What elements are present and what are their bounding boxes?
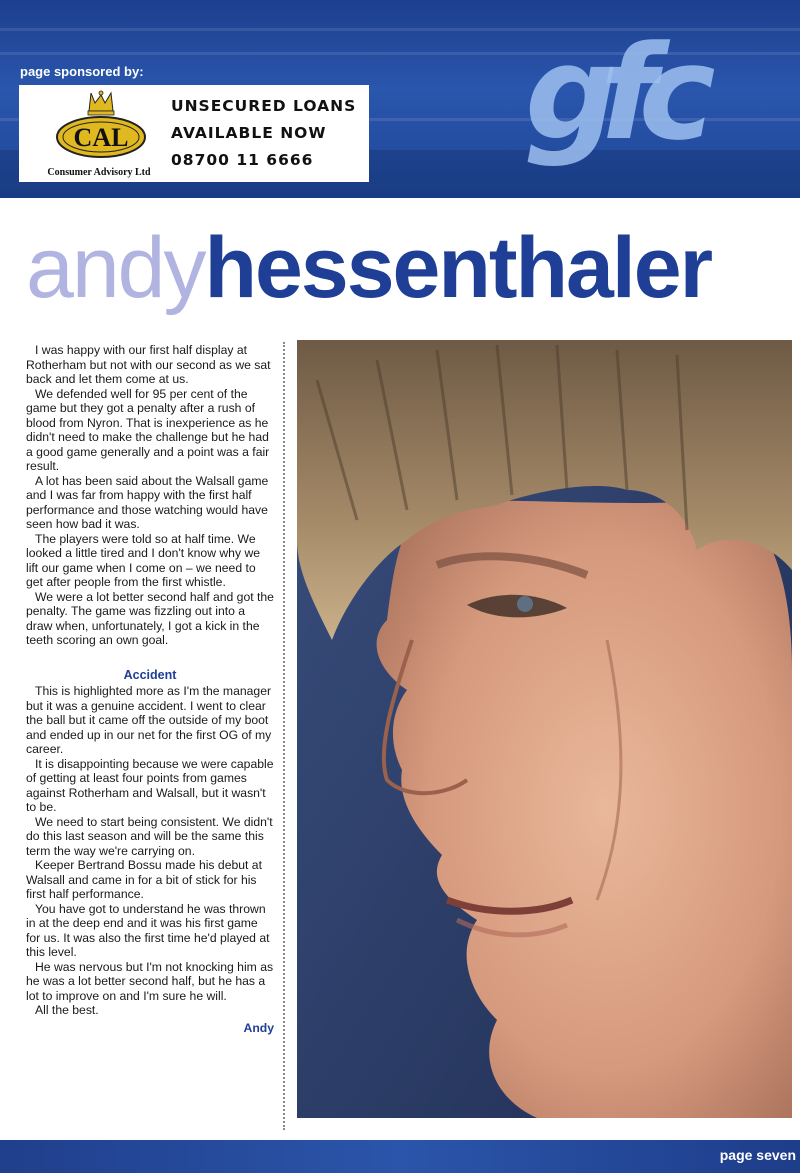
svg-text:gfc: gfc <box>525 20 698 169</box>
title-last-name: hessenthaler <box>204 220 712 316</box>
article-paragraph: A lot has been said about the Walsall game and I was far from happy with the first half performance and those watching would have seen how bad it was. <box>26 473 269 531</box>
club-monogram <box>515 20 800 170</box>
column-divider <box>283 342 285 1130</box>
article-paragraph: We need to start being consistent. We didn't do this last season and will be the same this term the way we're carrying on. <box>26 814 273 858</box>
article-paragraph: I was happy with our first half display at Rotherham but not with our second as we sat back and let them come at us. <box>26 343 271 386</box>
article-paragraph: The players were told so at half time. We looked a little tired and I don't know why we lift our game when I come on – we need to get after people from the first whistle. <box>26 531 261 589</box>
logo-caption: Consumer Advisory Ltd <box>47 167 151 178</box>
article-paragraph: Keeper Bertrand Bossu made his debut at Walsall and came in for a bit of stick for his first half performance. <box>26 858 262 901</box>
article-paragraph: You have got to understand he was thrown in at the deep end and it was his first game for us. It was also the first time he'd played at this level. <box>26 901 270 959</box>
logo-letters: CAL <box>73 123 129 152</box>
ad-line-3: 08700 11 6666 <box>171 151 314 169</box>
ad-line-1: UNSECURED LOANS <box>171 97 357 115</box>
article-body <box>26 343 274 1035</box>
article-paragraph: This is highlighted more as I'm the manager but it was a genuine accident. I went to clear the ball but it came off the outside of my boot and ended up in our net for the first OG of my career. <box>26 684 272 756</box>
article-paragraph: He was nervous but I'm not knocking him as he was a lot better second half, but he has a lot to improve on and I'm sure he will. <box>26 959 274 1003</box>
article-signature: Andy <box>243 1020 274 1035</box>
page-number: page seven <box>719 1147 796 1163</box>
article-paragraph: We defended well for 95 per cent of the game but they got a penalty after a rush of blood from Nyron. That is inexperience as he didn't need to make the challenge but he had a good game generally and a point was a fair result. <box>26 386 270 473</box>
sponsor-label: page sponsored by: <box>20 64 144 79</box>
face-profile-icon <box>297 340 792 1118</box>
article-paragraph: We were a lot better second half and got the penalty. The game was fizzling out into a draw when, unfortunately, I got a kick in the teeth scoring an own goal. <box>26 589 274 647</box>
crown-logo-icon <box>33 89 173 177</box>
portrait-photo <box>297 340 792 1118</box>
article-paragraph: All the best. <box>35 1003 99 1017</box>
article-subheading: Accident <box>123 667 177 682</box>
article-paragraph: It is disappointing because we were capable of getting at least four points from games against Rotherham and Walsall, but it wasn't to be. <box>26 756 274 814</box>
ad-line-2: AVAILABLE NOW <box>171 124 327 142</box>
title-first-name: andy <box>26 220 205 316</box>
page-title <box>26 218 711 318</box>
sponsor-advert <box>19 85 369 182</box>
footer-band <box>0 1140 800 1173</box>
header-banner <box>0 0 800 198</box>
